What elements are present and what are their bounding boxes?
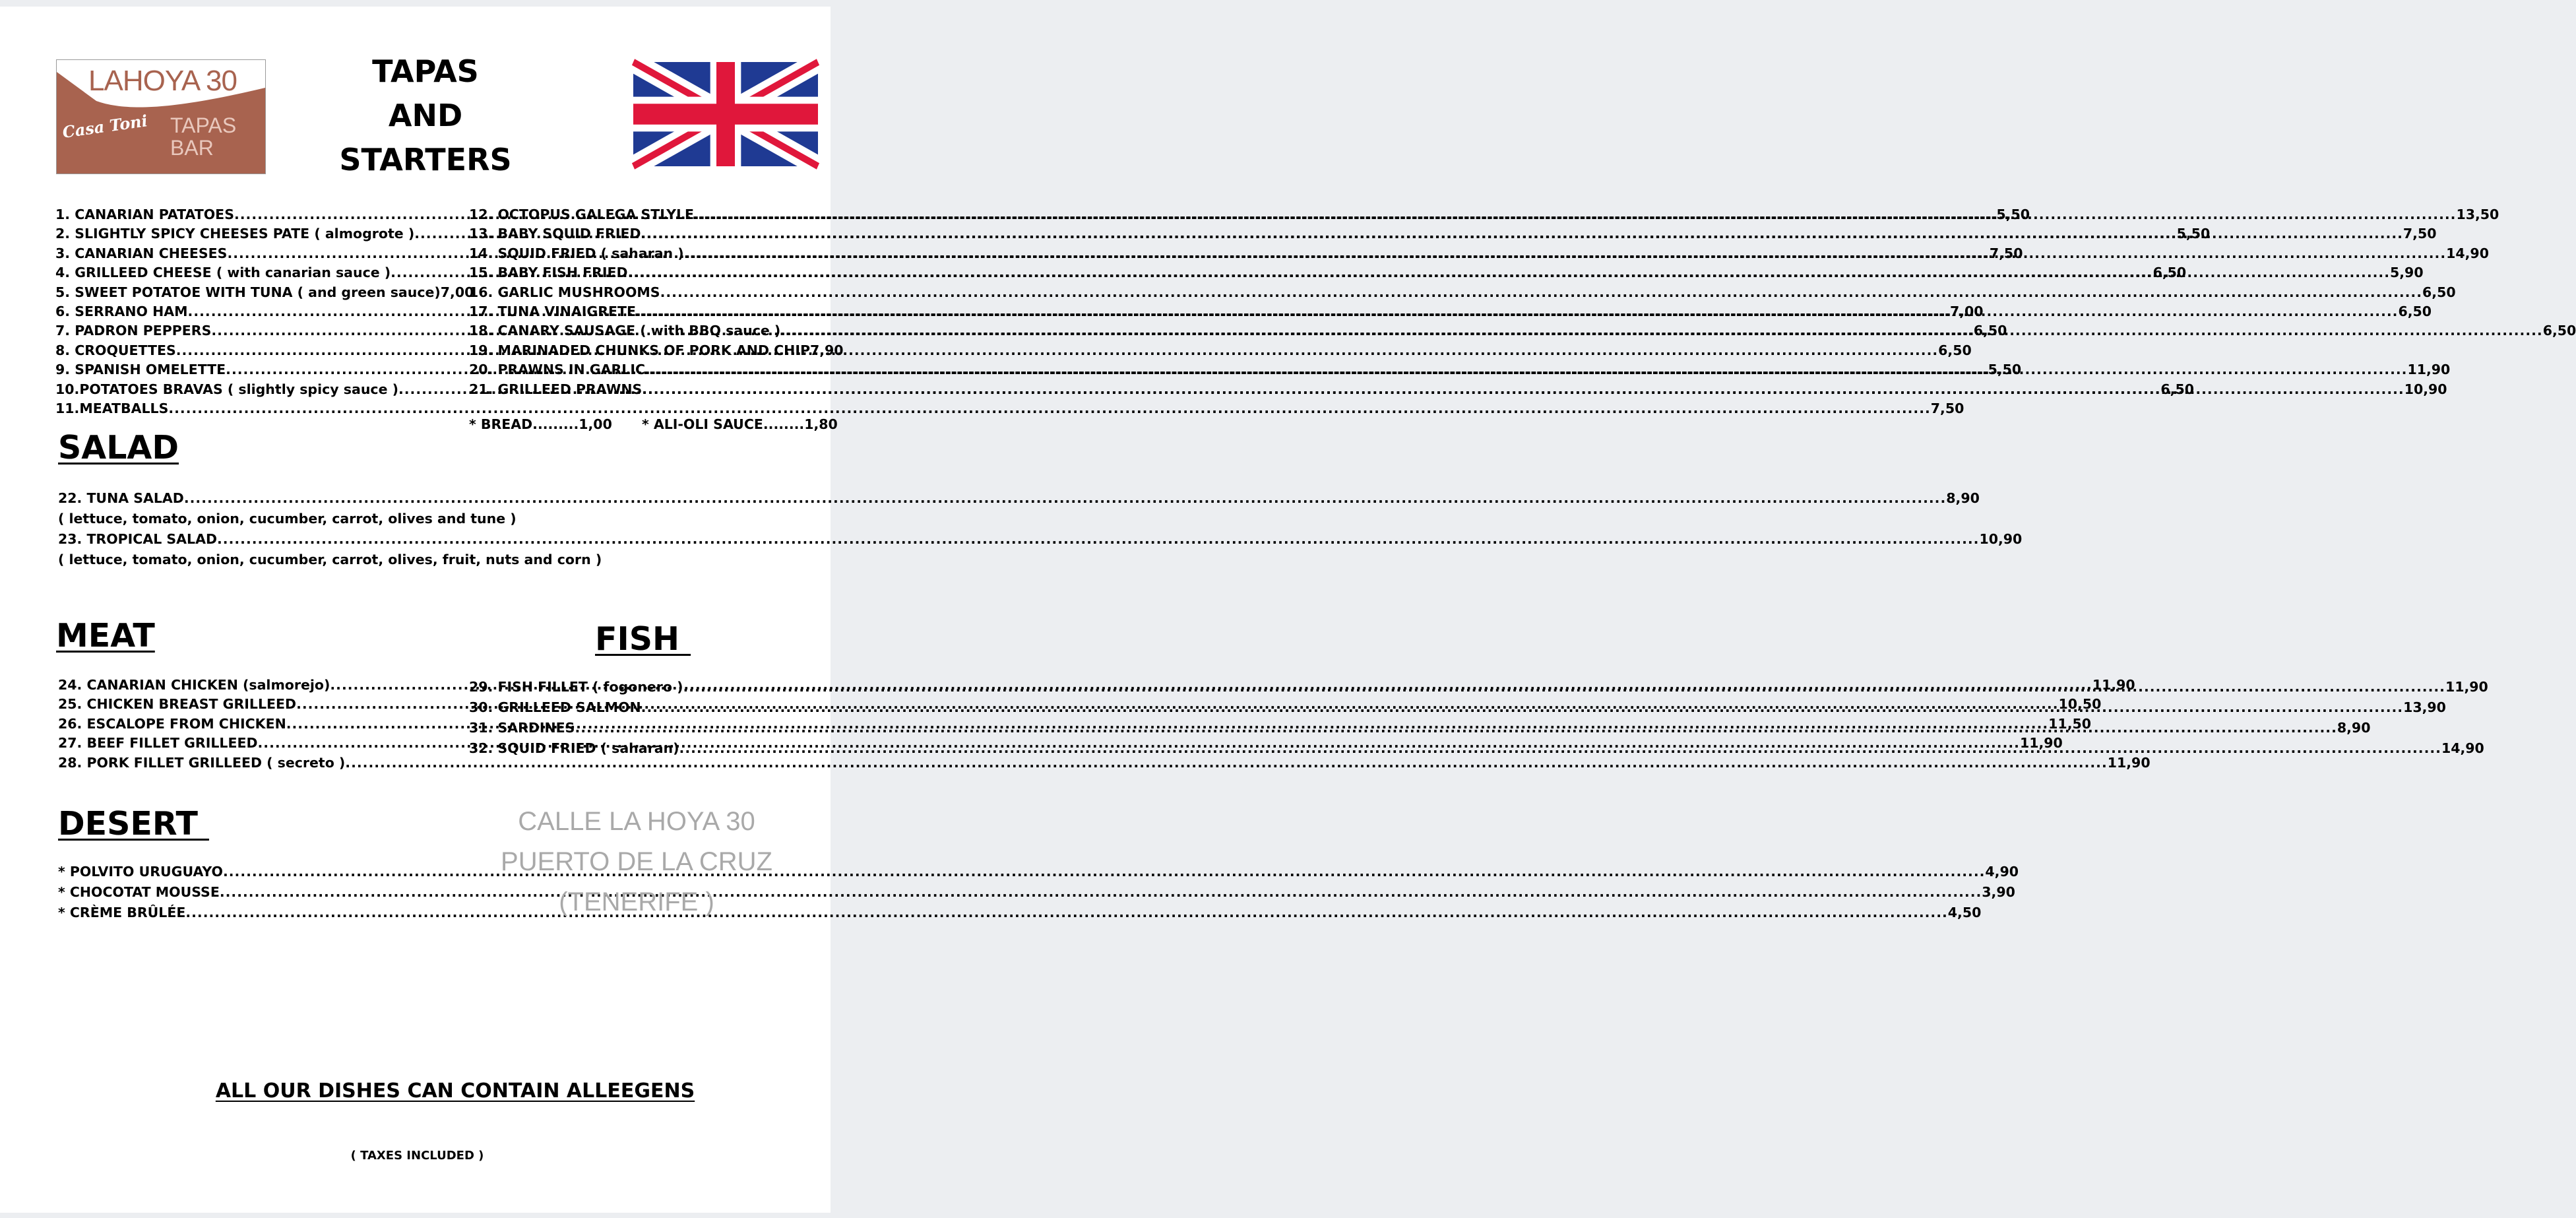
alioli-extra xyxy=(642,415,838,434)
salad-item xyxy=(58,530,2023,549)
menu-item-dots xyxy=(684,244,2446,263)
menu-item-price: 11,50 xyxy=(2048,715,2092,732)
menu-item-price: 10,50 xyxy=(2058,696,2102,713)
menu-item-dots xyxy=(575,719,2337,738)
menu-item-price: 6,50 xyxy=(2160,381,2195,397)
address-line-2: PUERTO DE LA CRUZ xyxy=(501,847,772,876)
taxes-notice: ( TAXES INCLUDED ) xyxy=(350,1149,484,1163)
menu-item-name: 31. SARDINES xyxy=(469,720,575,736)
menu-item-dots xyxy=(694,205,2456,224)
menu-item-name: 6. SERRANO HAM xyxy=(55,304,188,319)
menu-item-name: 3. CANARIAN CHEESES xyxy=(55,245,228,261)
menu-item-name: 7. PADRON PEPPERS xyxy=(55,323,212,339)
salad-item-name: 23. TROPICAL SALAD xyxy=(58,531,217,547)
menu-item-name: 24. CANARIAN CHICKEN (salmorejo) xyxy=(58,677,330,693)
salad-item xyxy=(58,489,1980,508)
fish-heading: FISH xyxy=(595,620,691,658)
menu-item-price: 13,50 xyxy=(2456,207,2499,222)
menu-item xyxy=(58,753,2151,773)
menu-item-name: 13. BABY SQUID FRIED xyxy=(469,226,641,242)
menu-item-price: 13,90 xyxy=(2403,699,2446,715)
menu-item-name: 10.POTATOES BRAVAS ( slightly spicy sauce ) xyxy=(55,381,398,397)
alioli-price: 1,80 xyxy=(804,416,838,432)
restaurant-address xyxy=(482,802,792,922)
menu-item-name: 26. ESCALOPE FROM CHICKEN xyxy=(58,715,286,732)
menu-item-price: 8,90 xyxy=(2337,720,2371,736)
menu-item-price: 6,50 xyxy=(2398,304,2432,319)
address-line-3: (TENERIFE ) xyxy=(559,887,714,916)
menu-item-name: * CRÈME BRÛLÉE xyxy=(58,905,186,920)
menu-item-name: 9. SPANISH OMELETTE xyxy=(55,362,226,378)
salad-item-description: ( lettuce, tomato, onion, cucumber, carrot, olives, fruit, nuts and corn ) xyxy=(58,552,602,567)
menu-item-name: 27. BEEF FILLET GRILLEED xyxy=(58,735,258,752)
menu-item-price: 3,90 xyxy=(1982,884,2015,900)
menu-item-dots xyxy=(176,341,1938,360)
menu-item-name: 11.MEATBALLS xyxy=(55,401,169,416)
menu-item-name: 8. CROQUETTES xyxy=(55,342,176,358)
menu-item-name: 32. SQUID FRIED ( saharan) xyxy=(469,740,679,756)
menu-item-name: 2. SLIGHTLY SPICY CHEESES PATE ( almogrote ) xyxy=(55,226,415,242)
bread-label: * BREAD xyxy=(469,416,533,432)
logo-script-text: Casa Toni xyxy=(61,111,149,142)
menu-item xyxy=(469,678,2488,697)
menu-item-price: 11,90 xyxy=(2107,754,2151,771)
logo-tagline-1: TAPAS xyxy=(170,113,237,137)
salad-item-description: ( lettuce, tomato, onion, cucumber, carrot, olives and tune ) xyxy=(58,511,517,527)
menu-item-name: 21. GRILLEED PRAWNS xyxy=(469,381,643,397)
restaurant-logo xyxy=(56,59,266,174)
menu-item-dots xyxy=(168,399,1930,418)
menu-item-name: 29. FISH FILLET ( fogonero ) xyxy=(469,679,683,695)
menu-item-price: 5,50 xyxy=(1996,207,2030,222)
salad-item-price: 10,90 xyxy=(1979,531,2023,547)
menu-item-name: 14. SQUID FRIED ( saharan ) xyxy=(469,245,684,261)
menu-item-dots xyxy=(660,283,2422,302)
allergens-notice: ALL OUR DISHES CAN CONTAIN ALLEEGENS xyxy=(215,1079,695,1103)
menu-item-price: 7,00 xyxy=(440,284,474,300)
menu-item-dots xyxy=(636,302,2398,321)
menu-item-name: 17. TUNA VINAIGRETE xyxy=(469,304,636,319)
logo-tagline-2: BAR xyxy=(170,136,214,160)
menu-item-price: 6,50 xyxy=(2422,284,2456,300)
title-line-1: TAPAS xyxy=(372,53,479,89)
menu-item-price: 7,50 xyxy=(2403,226,2437,242)
menu-item-price: 5,50 xyxy=(2176,226,2211,242)
menu-item-price: 14,90 xyxy=(2441,740,2484,756)
menu-item-price: 7,90 xyxy=(809,342,844,358)
salad-heading: SALAD xyxy=(58,429,179,466)
menu-item-price: 11,90 xyxy=(2019,735,2063,752)
menu-item-price: 7,00 xyxy=(1949,304,1984,319)
menu-item-dots xyxy=(683,678,2445,697)
menu-item-name: 16. GARLIC MUSHROOMS xyxy=(469,284,660,300)
title-line-3: STARTERS xyxy=(339,142,512,177)
menu-item-price: 10,90 xyxy=(2404,381,2447,397)
menu-item-price: 7,50 xyxy=(1989,245,2023,261)
salad-item-dots xyxy=(217,530,1979,549)
alioli-label: * ALI-OLI SAUCE xyxy=(642,416,763,432)
menu-item-name: 28. PORK FILLET GRILLEED ( secreto ) xyxy=(58,754,346,771)
salad-item-dots xyxy=(184,489,1946,508)
menu-item-price: 5,50 xyxy=(1988,362,2022,378)
bread-price: 1,00 xyxy=(579,416,612,432)
menu-item-price: 5,90 xyxy=(2390,265,2424,281)
menu-item-name: 25. CHICKEN BREAST GRILLEED xyxy=(58,696,297,713)
menu-item-dots xyxy=(645,360,2407,379)
menu-item-dots xyxy=(679,739,2441,758)
menu-item-dots xyxy=(185,903,1947,922)
menu-item-price: 4,50 xyxy=(1947,905,1982,920)
menu-item-name: 4. GRILLEED CHEESE ( with canarian sauce ) xyxy=(55,265,391,281)
menu-item-name: * CHOCOTAT MOUSSE xyxy=(58,884,220,900)
menu-item-price: 6,50 xyxy=(2542,323,2576,339)
menu-item-name: 5. SWEET POTATOE WITH TUNA ( and green sauce) xyxy=(55,284,441,300)
menu-title xyxy=(317,49,534,182)
menu-item-dots xyxy=(642,380,2404,399)
menu-item-name: 15. BABY FISH FRIED xyxy=(469,265,628,281)
menu-page xyxy=(0,7,2576,1213)
menu-item xyxy=(55,399,1964,418)
salad-item-price: 8,90 xyxy=(1946,490,1980,506)
logo-name: LAHOYA 30 xyxy=(88,65,237,97)
menu-item-dots xyxy=(641,224,2403,243)
menu-item-name: 19. MARINADED CHUNKS OF PORK AND CHIP xyxy=(469,342,810,358)
menu-item-price: 6,50 xyxy=(2152,265,2187,281)
menu-item xyxy=(58,862,2019,881)
menu-item-price: 4,90 xyxy=(1985,864,2019,880)
bread-dots: ......... xyxy=(532,416,579,432)
salad-item-name: 22. TUNA SALAD xyxy=(58,490,184,506)
menu-item-price: 7,50 xyxy=(1930,401,1964,416)
menu-item-price: 14,90 xyxy=(2446,245,2489,261)
menu-item xyxy=(469,341,844,360)
menu-item-name: 18. CANARY SAUSAGE ( with BBQ sauce ) xyxy=(469,323,781,339)
alioli-dots: ........ xyxy=(763,416,805,432)
menu-item xyxy=(469,283,2456,302)
menu-item-price: 6,50 xyxy=(1938,342,1972,358)
union-jack-flag-icon xyxy=(633,62,818,166)
menu-item-price: 6,50 xyxy=(1973,323,2007,339)
menu-item-price: 11,90 xyxy=(2445,679,2488,695)
menu-item-name: 20. PRAWNS IN GARLIC xyxy=(469,362,646,378)
bread-extra xyxy=(469,415,612,434)
menu-item-price: 11,90 xyxy=(2407,362,2451,378)
menu-item xyxy=(469,321,2576,340)
menu-item-name: * POLVITO URUGUAYO xyxy=(58,864,223,880)
menu-item-name: 12. OCTOPUS GALEGA STLYLE xyxy=(469,207,695,222)
title-line-2: AND xyxy=(388,98,463,133)
menu-item-name: 1. CANARIAN PATATOES xyxy=(55,207,234,222)
menu-item-dots xyxy=(780,321,2542,340)
menu-item-dots xyxy=(641,698,2403,717)
desert-heading: DESERT xyxy=(58,805,209,843)
menu-item xyxy=(58,903,1982,922)
address-line-1: CALLE LA HOYA 30 xyxy=(518,807,755,836)
meat-heading: MEAT xyxy=(56,617,155,655)
menu-item-price: 11,90 xyxy=(2092,677,2135,693)
menu-item xyxy=(55,283,474,302)
menu-item-name: 30. GRILLEED SALMON xyxy=(469,699,641,715)
menu-item-dots xyxy=(628,263,2390,282)
